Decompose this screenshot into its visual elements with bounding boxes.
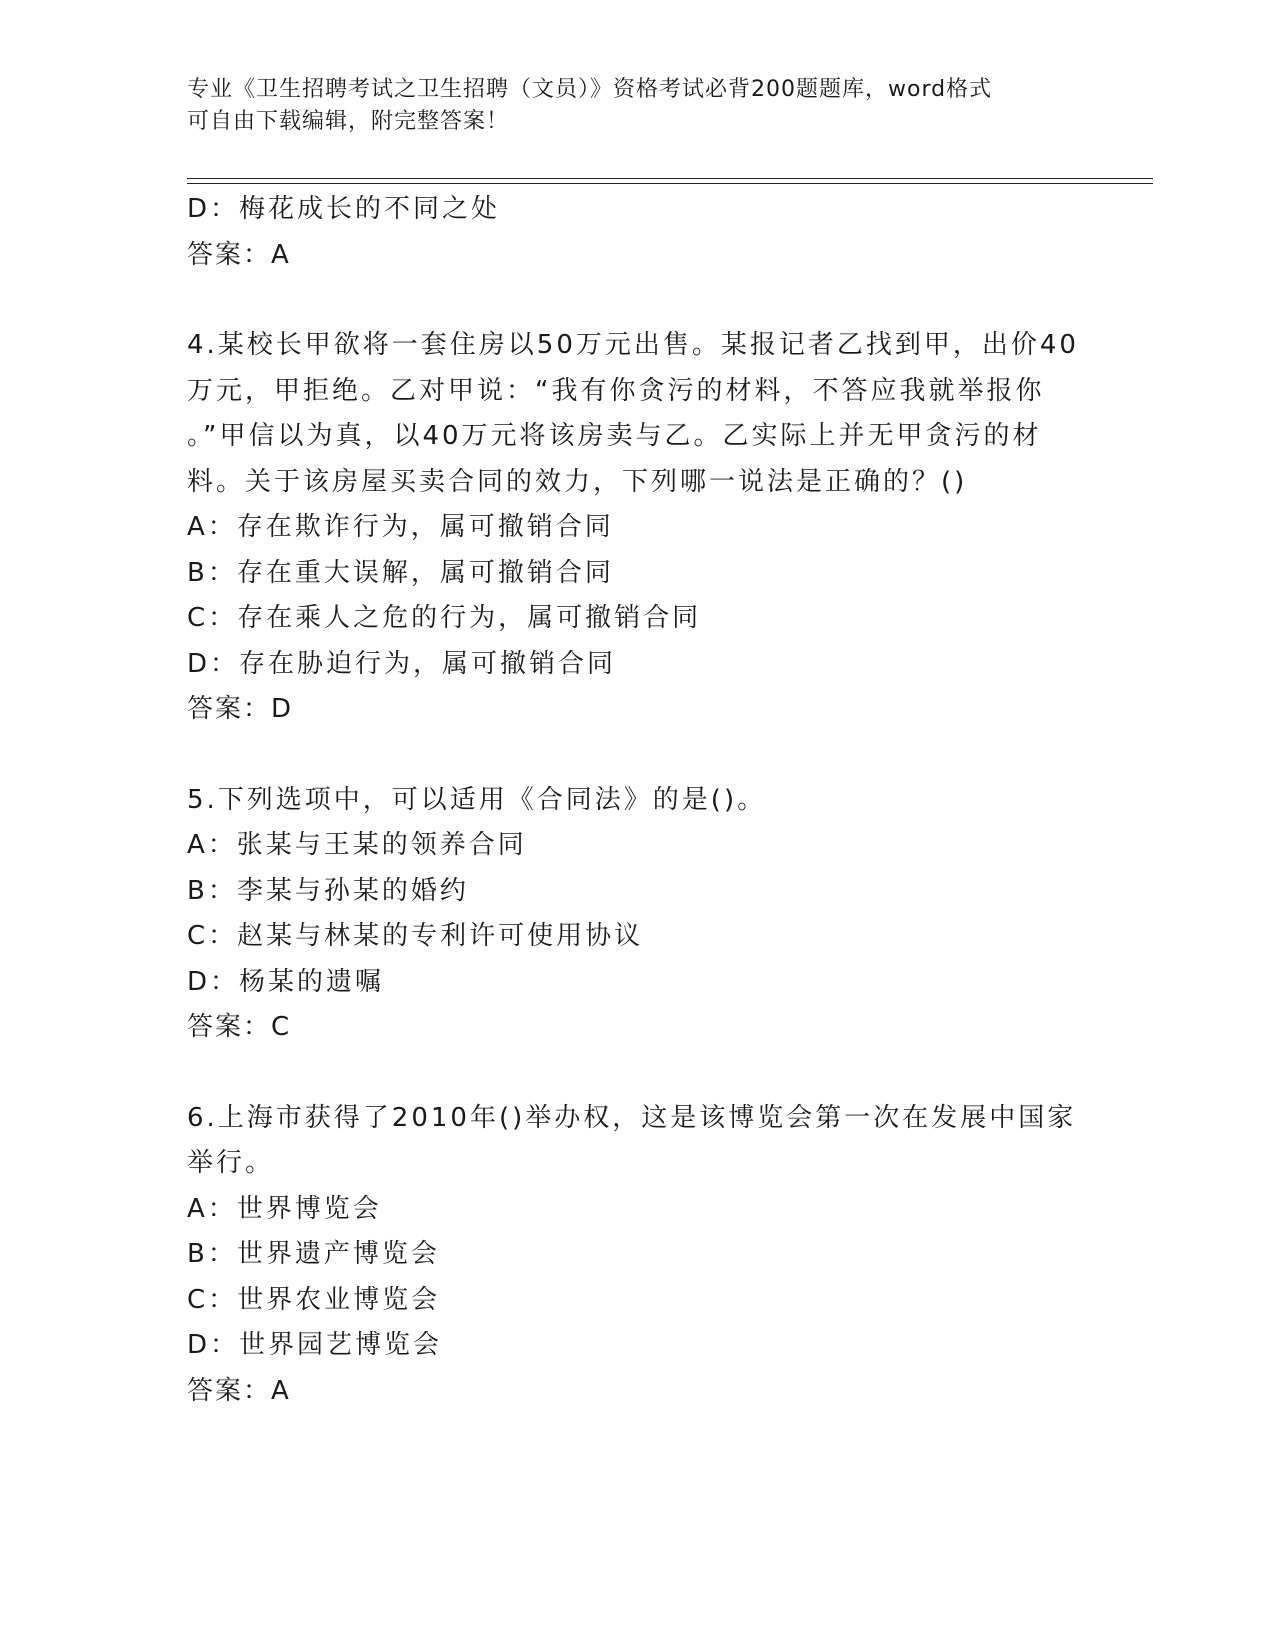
question-text-line: 万元，甲拒绝。乙对甲说：“我有你贪污的材料，不答应我就举报你 [187,375,1045,406]
option-c: C：存在乘人之危的行为，属可撤销合同 [187,603,702,633]
question-5 [187,778,1087,1051]
option-d: D：存在胁迫行为，属可撤销合同 [187,648,617,679]
header-line-1: 专业《卫生招聘考试之卫生招聘（文员）》资格考试必背200题题库，word格式 [187,77,993,102]
option-d: D：杨某的遗嘱 [187,966,385,997]
question-text-line: 5.下列选项中，可以适用《合同法》的是()。 [187,784,767,815]
answer-line: 答案：A [187,1375,291,1406]
option-d: D：世界园艺博览会 [187,1330,443,1360]
option-a: A：存在欺诈行为，属可撤销合同 [187,512,614,542]
answer-line: 答案：C [187,1012,292,1042]
question-4 [187,323,1087,733]
question-text-line: 料。关于该房屋买卖合同的效力，下列哪一说法是正确的？() [187,466,968,497]
option-a: A：世界博览会 [187,1193,382,1224]
header-line-2: 可自由下载编辑，附完整答案！ [187,109,510,134]
option-b: B：世界遗产博览会 [187,1239,440,1269]
question-text-line: 4.某校长甲欲将一套住房以50万元出售。某报记者乙找到甲，出价40 [187,330,1079,360]
question-3-tail [187,187,1087,278]
document-header [187,74,1067,138]
answer-line: 答案：A [187,239,291,270]
question-6 [187,1096,1087,1415]
option-c: C：赵某与林某的专利许可使用协议 [187,921,644,951]
option-c: C：世界农业博览会 [187,1284,441,1315]
option-b: B：李某与孙某的婚约 [187,875,469,906]
question-text-line: 6.上海市获得了2010年()举办权，这是该博览会第一次在发展中国家 [187,1102,1077,1133]
question-text-line: 举行。 [187,1148,275,1178]
question-text-line: 。”甲信以为真，以40万元将该房卖与乙。乙实际上并无甲贪污的材 [187,421,1042,451]
answer-line: 答案：D [187,694,294,724]
header-divider-bottom [187,183,1153,184]
option-a: A：张某与王某的领养合同 [187,830,527,860]
option-d: D：梅花成长的不同之处 [187,194,501,224]
header-divider-top [187,178,1153,179]
option-b: B：存在重大误解，属可撤销合同 [187,557,614,588]
document-body [187,187,1087,1414]
